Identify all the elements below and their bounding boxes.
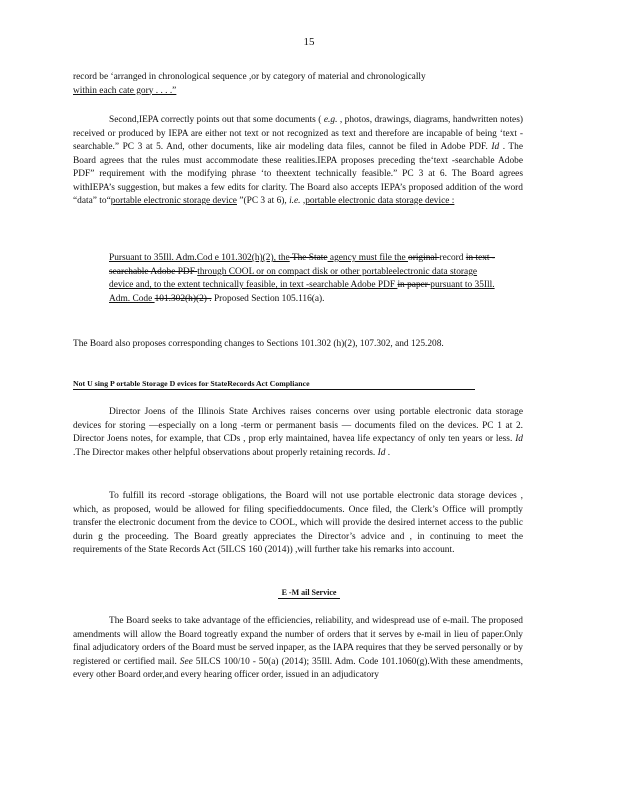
text-run: Second,IEPA correctly points out that some documents ( <box>109 115 324 125</box>
citation-signal: Id <box>491 142 500 152</box>
section-heading-storage-devices: Not U sing P ortable Storage D evices for StateRecords Act Compliance <box>73 379 475 390</box>
paragraph-continuation <box>73 71 523 98</box>
section-heading-text: E -M ail Service <box>278 588 341 599</box>
citation-signal: i.e. <box>289 196 301 206</box>
text-run: , photos, drawings, diagrams, handwritten notes) received or produced by IEPA are either not text or not recognized as text and therefore are incapable of being ‘text -searchable.” PC 3 at 5. And, other documents, like air modeling data files, cannot be filed in Adobe PDF. <box>73 115 523 152</box>
text-run: Proposed Section 105.116(a). <box>211 293 325 304</box>
inserted-text: pursuant to 35Ill. Adm. Code <box>109 280 495 304</box>
inserted-text: agency must file the <box>327 253 409 263</box>
text-run: , <box>300 196 306 206</box>
citation-signal: See <box>179 656 193 667</box>
text-run: record <box>439 253 466 263</box>
underlined-phrase: portable electronic storage device <box>110 196 237 206</box>
underlined-phrase: portable electronic data storage device : <box>305 196 455 206</box>
page-number: 15 <box>303 36 315 48</box>
text-run: .The Director makes other helpful observations about properly retaining records. <box>73 447 378 458</box>
paragraph-director-joens <box>73 406 523 460</box>
deleted-text: in text -searchable Adobe PDF <box>109 253 495 277</box>
paragraph-corresponding-changes: The Board also proposes corresponding changes to Sections 101.302 (h)(2), 107.302, and 125.208. <box>73 339 444 349</box>
paragraph-iepa-documents <box>73 114 523 209</box>
proposed-amendment-quote <box>109 252 499 306</box>
inserted-text: through COOL or on compact disk or other portableelectronic data storage device and, to the extent technically feasible, in text -searchable Adobe PDF <box>109 266 478 290</box>
section-heading-email-service <box>0 588 618 597</box>
deleted-text: The State <box>289 253 328 263</box>
paragraph-email-service <box>73 615 523 683</box>
paragraph-record-storage: To fulfill its record -storage obligations, the Board will not use portable electronic data storage devices , which, as proposed, would be allowed for filing specifieddocuments. Once filed, the Clerk’s Office will promptly transfer the electronic document from the device to COOL, which will provide the desired internet access to the public durin g the proceeding. The Board greatly appreciates the Director’s advice and , in continuing to meet the requirements of the State Records Act (5ILCS 160 (2014)) ,will further take his remarks into account. <box>73 491 523 555</box>
text-run: ”(PC 3 at 6), <box>236 196 290 206</box>
deleted-text: in paper <box>397 280 431 290</box>
citation-signal: Id <box>377 447 386 458</box>
deleted-text: 101.302(h)(2) . <box>154 293 212 304</box>
citation-signal: Id <box>515 434 523 444</box>
text-run: The Board seeks to take advantage of the efficiencies, reliability, and widespread use of e-mail. The proposed amendments will allow the Board togreatly expand the number of orders that it serves by e-mail in lieu of paper.Only final adjudicatory orders of the Board must be served inpaper, as the IAPA requires that they be served personally or by registered or certified mail. <box>73 616 523 667</box>
text-run: Director Joens of the Illinois State Archives raises concerns over using portable electronic data storage devices for storing —especially on a long -term or permanent basis — documents filed on the devices. PC 1 at 2. Director Joens notes, for example, that CDs , prop erly maintained, havea life expectancy of only ten years or less. <box>73 407 523 444</box>
text-run: . The Board agrees that the rules must accommodate these realities.IEPA proposes preceding the‘text -searchable Adobe PDF” requirement with the modifying phrase ‘to theextent technically feasible.” PC 3 at 6. The Board agrees withIEPA’s suggestion, but makes a few edits for clarity. The Board also accepts IEPA’s proposed addition of the word “data” to“ <box>73 142 524 206</box>
continuation-line-1: record be ‘arranged in chronological sequence ,or by category of material and chronologically <box>73 72 426 82</box>
text-run: 5ILCS 100/10 - 50(a) (2014); 35Ill. Adm. Code 101.1060(g).With these amendments, every other Board order,and every hearing officer order, issued in an adjudicatory <box>73 656 523 680</box>
citation-signal: e.g. <box>323 115 338 125</box>
text-run: . <box>385 447 391 458</box>
deleted-text: original <box>408 253 440 263</box>
continuation-line-2: within each cate gory . . . .” <box>73 85 177 96</box>
inserted-text: Pursuant to 35Ill. Adm.Cod e 101.302(h)(2), the <box>109 253 290 263</box>
